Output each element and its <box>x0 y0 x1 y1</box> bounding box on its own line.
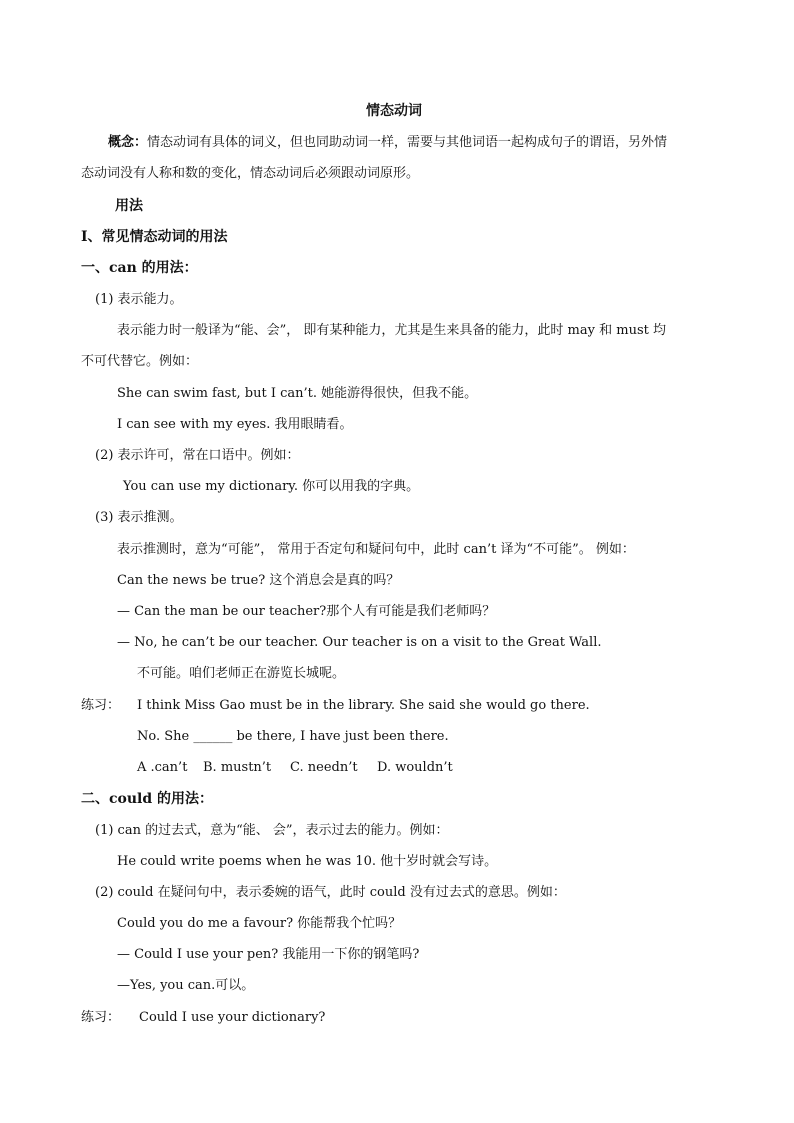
can-practice-line-2: No. She ______ be there, I have just been there. <box>137 729 449 744</box>
can-practice-option-d: D. wouldn’t <box>377 760 453 775</box>
section-heading: I、常见情态动词的用法 <box>81 229 228 245</box>
concept-line-1 <box>108 134 667 152</box>
can-practice-question: I think Miss Gao must be in the library. She said she would go there. <box>137 698 590 713</box>
usage-heading: 用法 <box>115 198 143 214</box>
can-practice-option-c: C. needn’t <box>290 760 358 775</box>
can-practice-option-b: B. mustn’t <box>203 760 272 775</box>
could-practice-label: 练习： <box>81 1010 121 1025</box>
can-practice-label: 练习： <box>81 698 121 713</box>
can-item-2: (2) 表示许可，常在口语中。例如： <box>95 448 300 463</box>
can-item-3-desc: 表示推测时，意为“可能”， 常用于否定句和疑问句中，此时 can’t 译为“不可能”。 例如： <box>117 542 635 557</box>
can-example-5: — Can the man be our teacher?那个人有可能是我们老师吗？ <box>117 604 496 619</box>
can-practice-option-a: A .can’t <box>137 760 188 775</box>
can-example-6-translation: 不可能。咱们老师正在游览长城呢。 <box>137 666 346 681</box>
could-heading: 二、could 的用法： <box>81 791 214 807</box>
can-example-1: She can swim fast, but I can’t. 她能游得很快，但我不能。 <box>117 386 478 401</box>
can-heading: 一、can 的用法： <box>81 260 198 276</box>
could-example-1: He could write poems when he was 10. 他十岁时就会写诗。 <box>117 854 498 869</box>
can-example-2: I can see with my eyes. 我用眼睛看。 <box>117 417 353 432</box>
concept-label: 概念： <box>108 135 148 150</box>
can-item-3: (3) 表示推测。 <box>95 510 183 525</box>
can-example-6: — No, he can’t be our teacher. Our teacher is on a visit to the Great Wall. <box>117 635 602 650</box>
could-item-1: (1) can 的过去式，意为“能、 会”，表示过去的能力。例如： <box>95 823 449 838</box>
could-practice-question: Could I use your dictionary? <box>139 1010 326 1025</box>
could-example-3: — Could I use your pen? 我能用一下你的钢笔吗? <box>117 947 420 962</box>
concept-text-1: 情态动词有具体的词义，但也同助动词一样，需要与其他词语一起构成句子的谓语，另外情 <box>147 135 668 150</box>
could-item-2: (2) could 在疑问句中，表示委婉的语气，此时 could 没有过去式的意思。例如： <box>95 885 566 900</box>
document-title: 情态动词 <box>366 103 422 119</box>
can-item-1: (1) 表示能力。 <box>95 292 183 307</box>
can-example-3: You can use my dictionary. 你可以用我的字典。 <box>123 479 420 494</box>
could-example-4: —Yes, you can.可以。 <box>117 978 255 993</box>
concept-line-2: 态动词没有人称和数的变化，情态动词后必须跟动词原形。 <box>81 166 420 181</box>
could-example-2: Could you do me a favour? 你能帮我个忙吗？ <box>117 916 402 931</box>
can-item-1-desc-1: 表示能力时一般译为“能、会”， 即有某种能力，尤其是生来具备的能力，此时 may 和 must 均 <box>117 323 666 338</box>
can-example-4: Can the news be true? 这个消息会是真的吗？ <box>117 573 400 588</box>
can-item-1-desc-2: 不可代替它。例如： <box>81 354 199 369</box>
